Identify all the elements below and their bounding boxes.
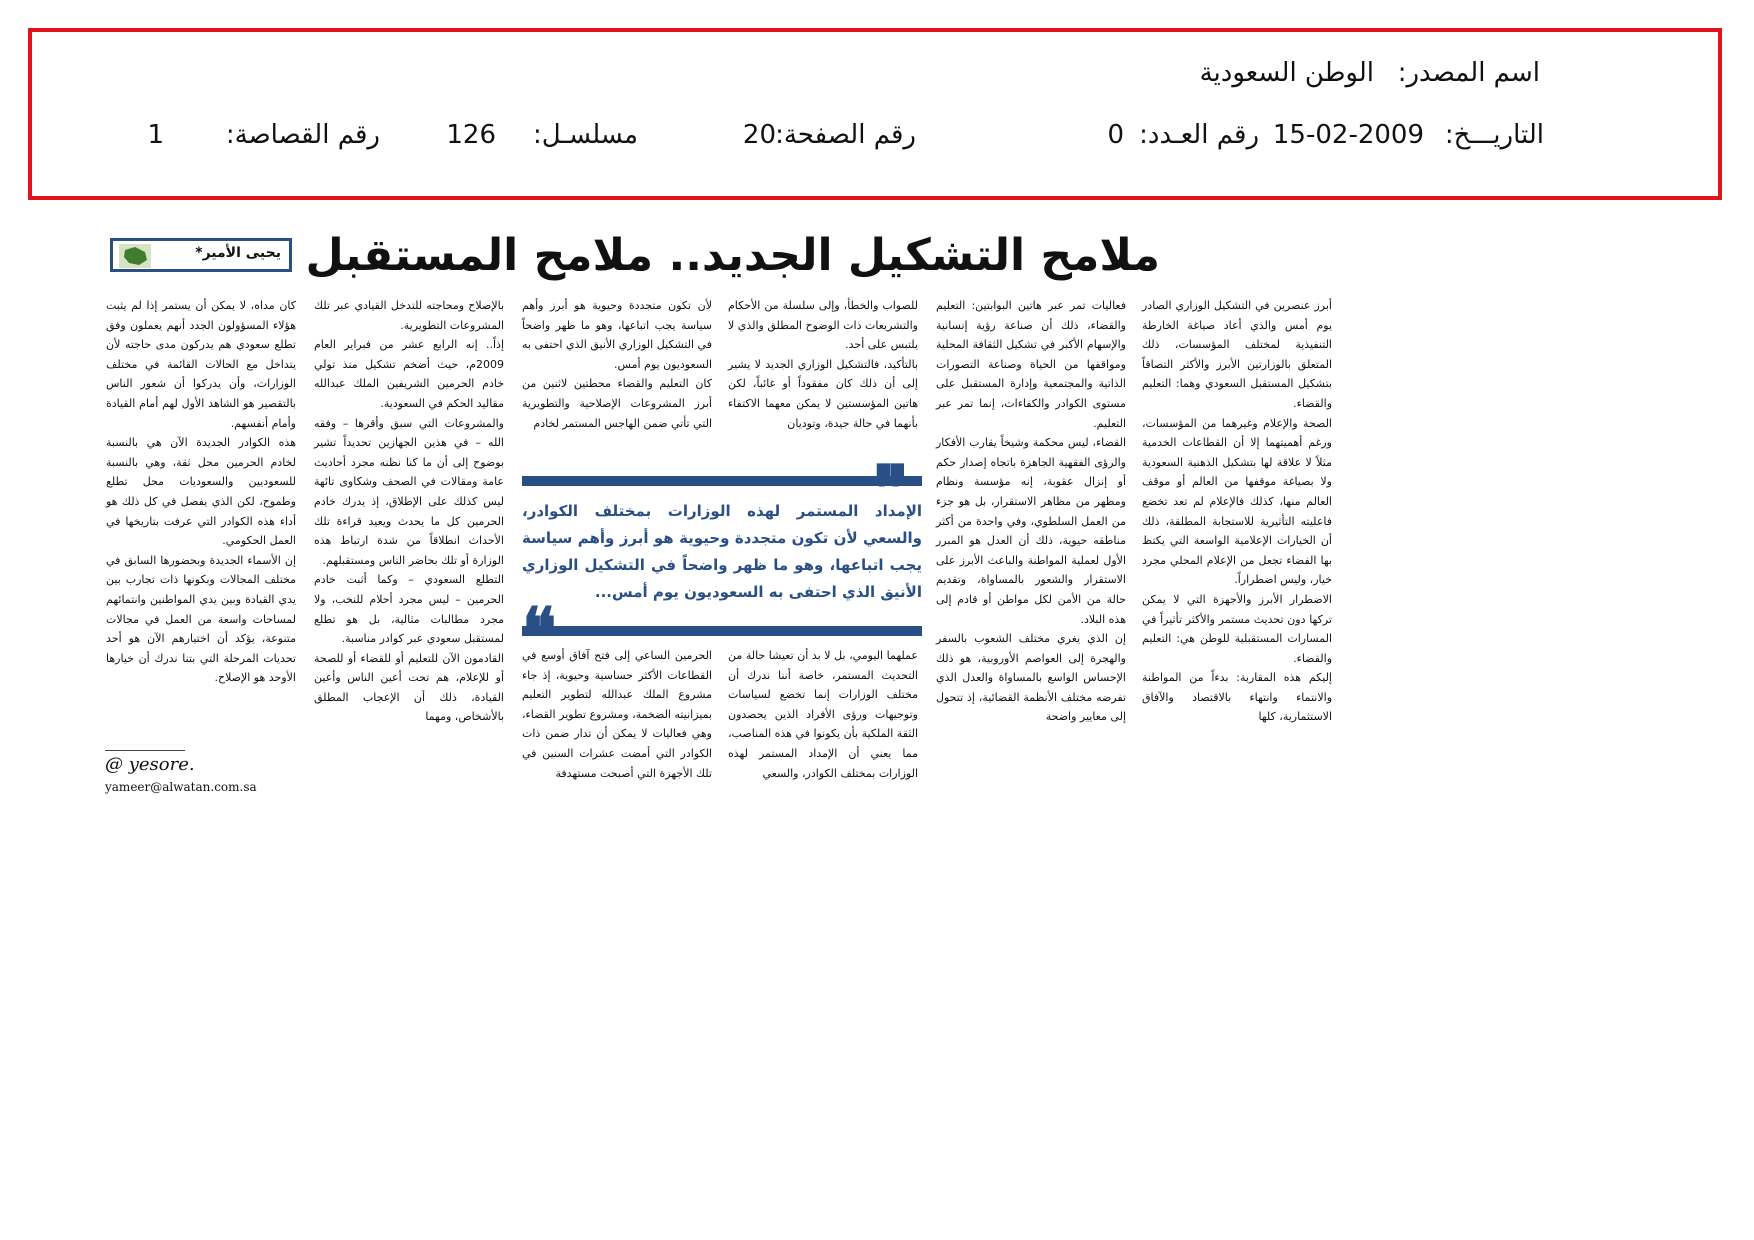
author-email[interactable]: yameer@alwatan.com.sa	[105, 780, 257, 794]
paragraph: إليكم هذه المقاربة: بدءاً من المواطنة والانتماء وانتهاء بالاقتصاد والآفاق الاستثمارية، كلها	[1142, 671, 1332, 724]
signature-rule	[105, 750, 185, 751]
author-box	[110, 238, 292, 272]
article-column-6	[106, 296, 296, 688]
article-column-3	[728, 296, 918, 433]
paragraph: إذاً.. إنه الرابع عشر من فبراير العام 2009م، حيث أضخم تشكيل منذ تولي خادم الحرمين الشريفين الملك عبدالله مقاليد الحكم في السعودية.	[314, 338, 504, 410]
date-value: 15-02-2009	[1272, 120, 1424, 150]
article-column-1	[1142, 296, 1332, 727]
article-column-3-lower	[728, 646, 918, 783]
author-name: يحيى الأمير*	[195, 245, 281, 261]
paragraph: الاضطرار الأبرز والأجهزة التي لا يمكن تركها دون تحديث مستمر والأكثر تأثيراً في المسارات المستقبلية للوطن هي: التعليم والقضاء.	[1142, 592, 1332, 665]
date-label: التاريـــخ:	[1444, 120, 1544, 150]
paragraph: هذه الكوادر الجديدة الآن هي بالنسبة لخادم الحرمين محل ثقة، وهي بالنسبة للسعوديين والسعوديات محل تطلع وطموح، لكن الذي يفصل في كل ذلك هو أداء هذه الكوادر التي عرفت بتاريخها في العمل الحكومي.	[106, 436, 296, 548]
paragraph: أبرز عنصرين في التشكيل الوزاري الصادر يوم أمس والذي أعاد صياغة الخارطة التنفيذية لمختلف المؤسسات، ذلك المتعلق بالوزارتين الأبرز والأكثر التصاقاً بتشكيل المستقبل السعودي وهما: التعليم والقضاء.	[1142, 299, 1332, 410]
article-column-4	[522, 296, 712, 433]
page-label: رقم الصفحة:	[775, 120, 916, 150]
paragraph: الصحة والإعلام وغيرهما من المؤسسات، ورغم أهميتهما إلا أن القطاعات الخدمية مثلاً لا علاقة لها بتشكيل الذهنية السعودية ولا بصياغة موقفها من العالم أو موقف العالم منها، كذلك فالإعلام لم تعد تخضع فاعليته التأثيرية للاستجابة المطلقة، ذلك أن الخيارات الإعلامية الواسعة التي يكتظ بها الفضاء تجعل من الإعلام المحلي مجرد خيار، وليس اضطراراً.	[1142, 416, 1332, 587]
paragraph: عملهما اليومي، بل لا بد أن تعيشا حالة من التحديث المستمر، خاصة أننا ندرك أن مختلف الوزارات إنما تخضع لسياسات وتوجيهات ورؤى الأفراد الذين يحصدون الثقة الملكية بأن يكونوا في هذه المناصب، مما يعني أن الإمداد المستمر لهذه الوزارات بمختلف الكوادر، والسعي	[728, 649, 918, 780]
paragraph: والمشروعات التي سبق وأقرها – وفقه الله – في هذين الجهازين تحديداً تشير بوضوح إلى أن ما كنا نظنه مجرد أحاديث عامة ومقالات في الصحف وشكاوى تائهة ليس كذلك على الإطلاق، إذ يدرك خادم الحرمين كل ما يحدث ويعيد قراءة تلك الأحداث انطلاقاً من شدة ارتباط هذه الوزارة أو تلك بحاضر الناس ومستقبلهم.	[314, 416, 504, 567]
article-title: ملامح التشكيل الجديد.. ملامح المستقبل	[305, 230, 1160, 281]
paragraph: القضاء، ليس محكمة وشيخاً يقارب الأفكار والرؤى الفقهية الجاهزة باتجاه إصدار حكم أو إنزال عقوبة، إنه مؤسسة ونظام ومظهر من مظاهر الاستقرار، بل هو جزء من العمل السلطوي، وفي واحدة من أكثر مناطقه حيوية، ذلك أن العدل هو المبرر الأول لعملية المواطنة والباعث الأبرز على الاستقرار والشعور بالمساواة، وتقديم حالة من الأمن لكل مواطن أو قادم إلى هذه البلاد.	[936, 436, 1126, 626]
paragraph: لأن تكون متجددة وحيوية هو أبرز وأهم سياسة يجب اتباعها، وهو ما ظهر واضحاً في التشكيل الوزاري الأنيق الذي احتفى به السعوديون يوم أمس.	[522, 299, 712, 371]
pull-quote-bottom-rule	[522, 626, 922, 636]
issue-label: رقم العـدد:	[1139, 120, 1259, 150]
paragraph: إن الذي يغري مختلف الشعوب بالسفر والهجرة إلى العواصم الأوروبية، هو ذلك الإحساس الواسع بالمساواة والعدل الذي تفرضه مختلف الأنظمة القضائية، إذ تتحول إلى معايير واضحة	[936, 632, 1126, 724]
paragraph: كان التعليم والقضاء محطتين لاثنين من أبرز المشروعات الإصلاحية والتطويرية التي تأتي ضمن الهاجس المستمر لخادم	[522, 377, 712, 430]
clip-value: 1	[147, 120, 164, 150]
paragraph: التطلع السعودي – وكما أثبت خادم الحرمين – ليس مجرد أحلام للنخب، ولا مجرد مطالبات مثالية، بل هو تطلع لمستقبل سعودي عبر كوادر مناسبة.	[314, 573, 504, 646]
paragraph: كان مداه، لا يمكن أن يستمر إذا لم يثبت هؤلاء المسؤولون الجدد أنهم يعملون وفق تطلع سعودي هم يدركون مدى حاجته لأن يتداخل مع الحالات القائمة في مختلف الوزارات، وأن يدركوا أن شعور الناس بالتقصير هو الشاهد الأول لهم أمام القيادة وأمام أنفسهم.	[106, 299, 296, 430]
pull-quote: الإمداد المستمر لهذه الوزارات بمختلف الكوادر، والسعي لأن تكون متجددة وحيوية هو أبرز وأهم سياسة يجب اتباعها، وهو ما ظهر واضحاً في التشكيل الوزاري الأنيق الذي احتفى به السعوديون يوم أمس...	[522, 502, 922, 601]
clip-label: رقم القصاصة:	[225, 120, 380, 150]
article-column-5	[314, 296, 504, 727]
paragraph: بالإصلاح ومحاجته للتدخل القيادي عبر تلك المشروعات التطويرية.	[314, 299, 504, 332]
page-value: 20	[742, 120, 776, 150]
source-label: اسم المصدر:	[1397, 58, 1540, 88]
paragraph: القادمون الآن للتعليم أو للقضاء أو للصحة أو للإعلام، هم تحت أعين الناس وأعين القيادة، ذلك أن الإعجاب المطلق بالأشخاص، ومهما	[314, 651, 504, 724]
pull-quote-top-rule	[522, 476, 922, 486]
paragraph: فعاليات تمر عبر هاتين البوابتين: التعليم والقضاء، ذلك أن صناعة رؤية إنسانية والإسهام الأكبر في تشكيل الثقافة المحلية ومواقفها من الحياة وصناعة التصورات الذاتية والمجتمعية وإدارة المستقبل على مستوى الكوادر والكفاءات، إنما تمر عبر التعليم.	[936, 299, 1126, 430]
clipping-header-box	[28, 28, 1722, 200]
source-value: الوطن السعودية	[1199, 58, 1374, 88]
saudi-map-icon	[119, 244, 151, 268]
serial-value: 126	[446, 120, 496, 150]
paragraph: بالتأكيد، فالتشكيل الوزاري الجديد لا يشير إلى أن ذلك كان مفقوداً أو غائباً، لكن هاتين المؤسستين لا يمكن معهما الاكتفاء بأنهما في حالة جيدة، وتوديان	[728, 357, 918, 430]
article-column-2	[936, 296, 1126, 727]
paragraph: للصواب والخطأ، وإلى سلسلة من الأحكام والتشريعات ذات الوضوح المطلق والذي لا يلتبس على أحد.	[728, 299, 918, 352]
article-column-4-lower	[522, 646, 712, 783]
paragraph: إن الأسماء الجديدة وبحضورها السابق في مختلف المجالات وبكونها ذات تجارب بين يدي القيادة وبين يدي المواطنين وانتمائهم لمساحات واسعة من العمل في مجالات متنوعة، يؤكد أن اختيارهم الآن هو أحد تحديات المرحلة التي بتنا ندرك أن خيارها الأوحد هو الإصلاح.	[106, 553, 296, 685]
author-signature: @ yesore.	[105, 754, 195, 775]
serial-label: مسلسـل:	[533, 120, 638, 150]
paragraph: الحرمين الساعي إلى فتح آفاق أوسع في القطاعات الأكثر حساسية وحيوية، إذ جاء مشروع الملك عبدالله لتطوير التعليم بميزانيته الضخمة، ومشروع تطوير القضاء، وهي فعاليات لا يمكن أن تدار ضمن ذات الكوادر التي أمضت عشرات السنين في تلك الأجهزة التي أصبحت مستهدفة	[522, 649, 712, 780]
issue-value: 0	[1107, 120, 1124, 150]
open-quote-icon: ❞	[874, 452, 909, 527]
